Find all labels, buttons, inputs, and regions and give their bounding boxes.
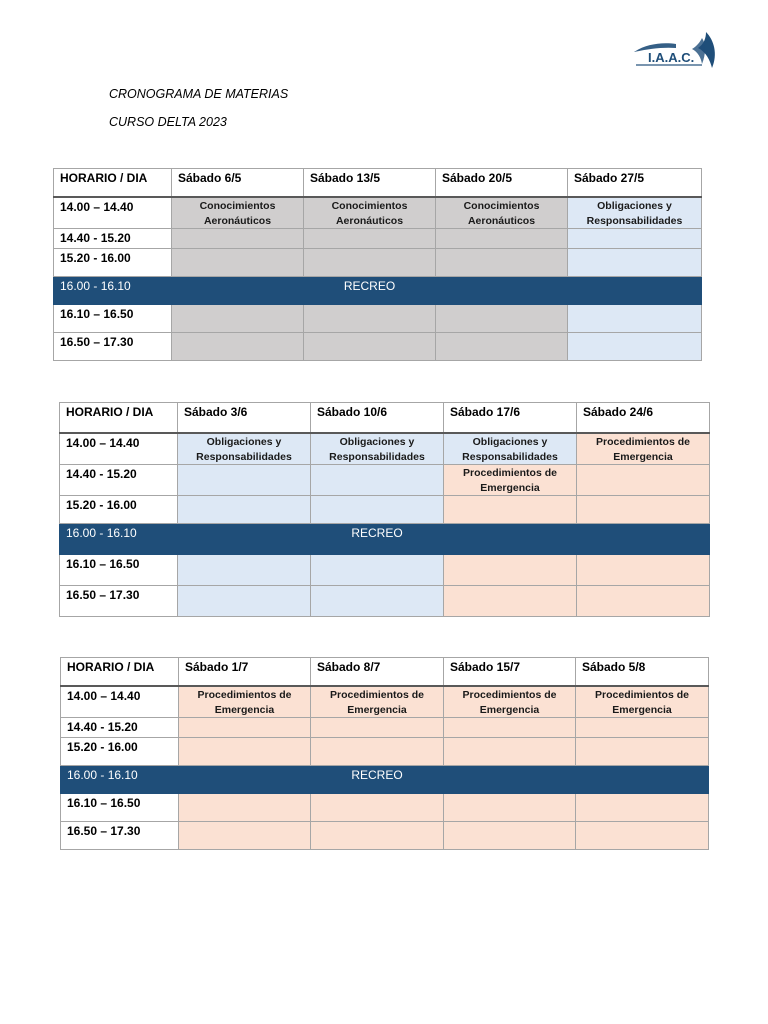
time-slot: 16.00 - 16.10 xyxy=(61,766,179,794)
logo-text: I.A.A.C. xyxy=(648,50,695,65)
schedule-table-july xyxy=(60,657,709,850)
time-slot: 16.50 – 17.30 xyxy=(60,586,178,617)
header-horario: HORARIO / DIA xyxy=(60,403,178,433)
schedule-table-june xyxy=(59,402,710,617)
header-day: Sábado 13/5 xyxy=(304,169,436,197)
time-slot: 14.40 - 15.20 xyxy=(60,465,178,496)
time-slot: 16.00 - 16.10 xyxy=(60,524,178,555)
subject-cell: Procedimientos de Emergencia xyxy=(444,465,577,496)
time-slot: 14.40 - 15.20 xyxy=(54,228,172,248)
recreo-label: RECREO xyxy=(311,766,444,794)
time-slot: 16.10 – 16.50 xyxy=(60,555,178,586)
time-slot: 16.50 – 17.30 xyxy=(54,332,172,360)
time-slot: 16.10 – 16.50 xyxy=(54,304,172,332)
time-slot: 15.20 - 16.00 xyxy=(60,496,178,524)
header-day: Sábado 17/6 xyxy=(444,403,577,433)
header-day: Sábado 6/5 xyxy=(172,169,304,197)
header-horario: HORARIO / DIA xyxy=(54,169,172,197)
subject-cell: Obligaciones y Responsabilidades xyxy=(568,197,702,229)
header-day: Sábado 15/7 xyxy=(444,658,576,686)
header-day: Sábado 10/6 xyxy=(311,403,444,433)
time-slot: 16.50 – 17.30 xyxy=(61,822,179,850)
subject-cell: Procedimientos de Emergencia xyxy=(577,433,710,465)
header-day: Sábado 3/6 xyxy=(178,403,311,433)
time-slot: 15.20 - 16.00 xyxy=(61,738,179,766)
subject-cell: Procedimientos de Emergencia xyxy=(311,686,444,718)
header-day: Sábado 27/5 xyxy=(568,169,702,197)
time-slot: 14.00 – 14.40 xyxy=(61,686,179,718)
header-day: Sábado 1/7 xyxy=(179,658,311,686)
recreo-label: RECREO xyxy=(304,276,436,304)
document-subtitle: CURSO DELTA 2023 xyxy=(109,115,227,129)
header-day: Sábado 20/5 xyxy=(436,169,568,197)
subject-cell: Conocimientos Aeronáuticos xyxy=(172,197,304,229)
time-slot: 16.10 – 16.50 xyxy=(61,794,179,822)
schedule-table-may xyxy=(53,168,702,361)
header-horario: HORARIO / DIA xyxy=(61,658,179,686)
subject-cell: Conocimientos Aeronáuticos xyxy=(304,197,436,229)
iaac-logo xyxy=(632,30,722,72)
document-title: CRONOGRAMA DE MATERIAS xyxy=(109,87,289,101)
time-slot: 16.00 - 16.10 xyxy=(54,276,172,304)
recreo-label: RECREO xyxy=(311,524,444,555)
subject-cell: Procedimientos de Emergencia xyxy=(444,686,576,718)
time-slot: 15.20 - 16.00 xyxy=(54,248,172,276)
header-day: Sábado 5/8 xyxy=(576,658,709,686)
subject-cell: Procedimientos de Emergencia xyxy=(576,686,709,718)
time-slot: 14.40 - 15.20 xyxy=(61,718,179,738)
subject-cell: Obligaciones y Responsabilidades xyxy=(311,433,444,465)
subject-cell: Obligaciones y Responsabilidades xyxy=(444,433,577,465)
time-slot: 14.00 – 14.40 xyxy=(60,433,178,465)
subject-cell: Obligaciones y Responsabilidades xyxy=(178,433,311,465)
time-slot: 14.00 – 14.40 xyxy=(54,197,172,229)
header-day: Sábado 24/6 xyxy=(577,403,710,433)
subject-cell: Procedimientos de Emergencia xyxy=(179,686,311,718)
subject-cell: Conocimientos Aeronáuticos xyxy=(436,197,568,229)
header-day: Sábado 8/7 xyxy=(311,658,444,686)
